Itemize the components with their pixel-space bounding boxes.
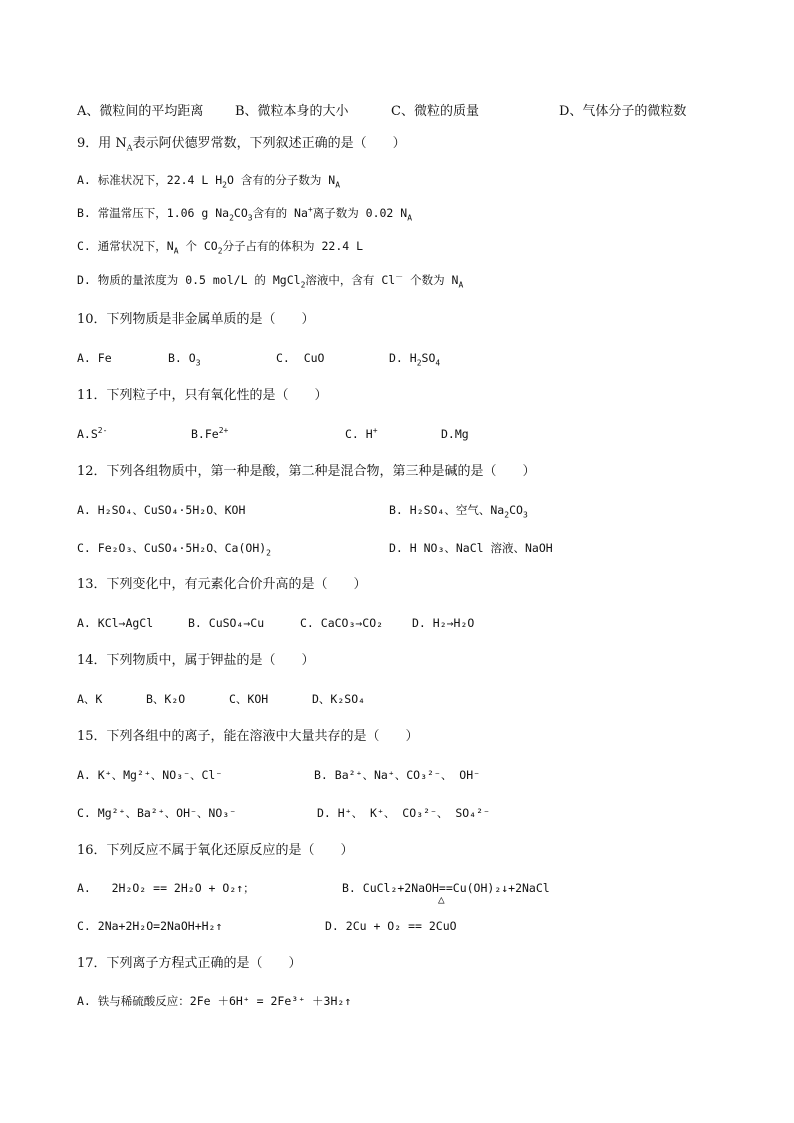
q12-stem: 12．下列各组物质中，第一种是酸，第二种是混合物，第三种是碱的是（ ） [77, 464, 536, 479]
q13-stem: 13．下列变化中，有元素化合价升高的是（ ） [77, 577, 367, 592]
q10-option-a: A. Fe [77, 351, 112, 365]
q8-option-d: D、气体分子的微粒数 [559, 104, 687, 119]
q15-option-c: C. Mg²⁺、Ba²⁺、OH⁻、NO₃⁻ [77, 806, 237, 820]
q17-option-a: A. 铁与稀硫酸反应：2Fe ＋6H⁺ = 2Fe³⁺ ＋3H₂↑ [77, 994, 352, 1008]
q11-option-b: $B.Fe^{2+}$ [191, 426, 229, 441]
q10-option-b: B. $O_3$ [168, 351, 201, 368]
q11-stem: 11．下列粒子中，只有氧化性的是（ ） [77, 388, 328, 403]
q8-option-c: C、微粒的质量 [391, 104, 479, 119]
q16-option-b: B. CuCl₂+2NaOH==Cu(OH)₂↓+2NaCl [342, 881, 550, 895]
q14-option-c: C、KOH [229, 692, 269, 706]
q16-option-c: C. 2Na+2H₂O=2NaOH+H₂↑ [77, 919, 223, 933]
q9-option-d: D. 物质的量浓度为 0.5 mol/L 的 MgCl$_2$溶液中，含有 Cl－ 个数为 $N_A$ [77, 272, 464, 290]
q8-option-b: B、微粒本身的大小 [235, 104, 349, 119]
q9-option-a: A. 标准状况下，22.4 L $H_2O$ 含有的分子数为 $N_A$ [77, 173, 341, 190]
q11-option-a: $A.S^{2-}$ [77, 426, 108, 441]
q14-stem: 14．下列物质中，属于钾盐的是（ ） [77, 653, 315, 668]
q12-option-b: B. H₂SO₄、空气、$Na_2CO_3$ [389, 503, 528, 520]
q11-option-d: D.Mg [441, 427, 469, 441]
q8-option-a: A、微粒间的平均距离 [77, 104, 204, 119]
q16-option-d: D. 2Cu + O₂ == 2CuO [325, 919, 457, 933]
q10-option-d: D. $H_2SO_4$ [389, 351, 441, 368]
q14-option-b: B、K₂O [146, 692, 186, 706]
q15-stem: 15．下列各组中的离子，能在溶液中大量共存的是（ ） [77, 729, 419, 744]
q15-option-d: D. H⁺、 K⁺、 CO₃²⁻、 SO₄²⁻ [317, 806, 490, 820]
heat-triangle-mark: △ [438, 893, 445, 906]
q15-option-b: B. Ba²⁺、Na⁺、CO₃²⁻、 OH⁻ [314, 768, 481, 782]
q17-stem: 17．下列离子方程式正确的是（ ） [77, 956, 302, 971]
q9-option-c: C. 通常状况下，$N_A$ 个 $CO_2$分子占有的体积为 22.4 L [77, 239, 364, 256]
q16-stem: 16．下列反应不属于氧化还原反应的是（ ） [77, 843, 354, 858]
q16-option-a: A. 2H₂O₂ == 2H₂O + O₂↑； [77, 881, 255, 895]
q13-option-d: D. H₂→H₂O [412, 616, 475, 630]
q13-option-b: B. CuSO₄→Cu [188, 616, 265, 630]
q10-option-c: C. CuO [276, 351, 325, 365]
q10-stem: 10．下列物质是非金属单质的是（ ） [77, 312, 315, 327]
q12-option-c: C. Fe₂O₃、CuSO₄·5H₂O、$Ca(OH)_2$ [77, 541, 271, 558]
q11-option-c: C. H+ [345, 426, 378, 441]
q14-option-d: D、K₂SO₄ [312, 692, 366, 706]
q14-option-a: A、K [77, 692, 103, 706]
q13-option-c: C. CaCO₃→CO₂ [300, 616, 384, 630]
q12-option-d: D. H NO₃、NaCl 溶液、NaOH [389, 541, 553, 555]
q12-option-a: A. H₂SO₄、CuSO₄·5H₂O、KOH [77, 503, 246, 517]
q13-option-a: A. KCl→AgCl [77, 616, 154, 630]
q9-stem: 9．用 $N_A$表示阿伏德罗常数，下列叙述正确的是（ ） [77, 136, 406, 153]
q9-option-b: B. 常温常压下，1.06 g $Na_2CO_3$含有的 Na+离子数为 0.02 $N_A$ [77, 205, 413, 223]
q15-option-a: A. K⁺、Mg²⁺、NO₃⁻、Cl⁻ [77, 768, 223, 782]
